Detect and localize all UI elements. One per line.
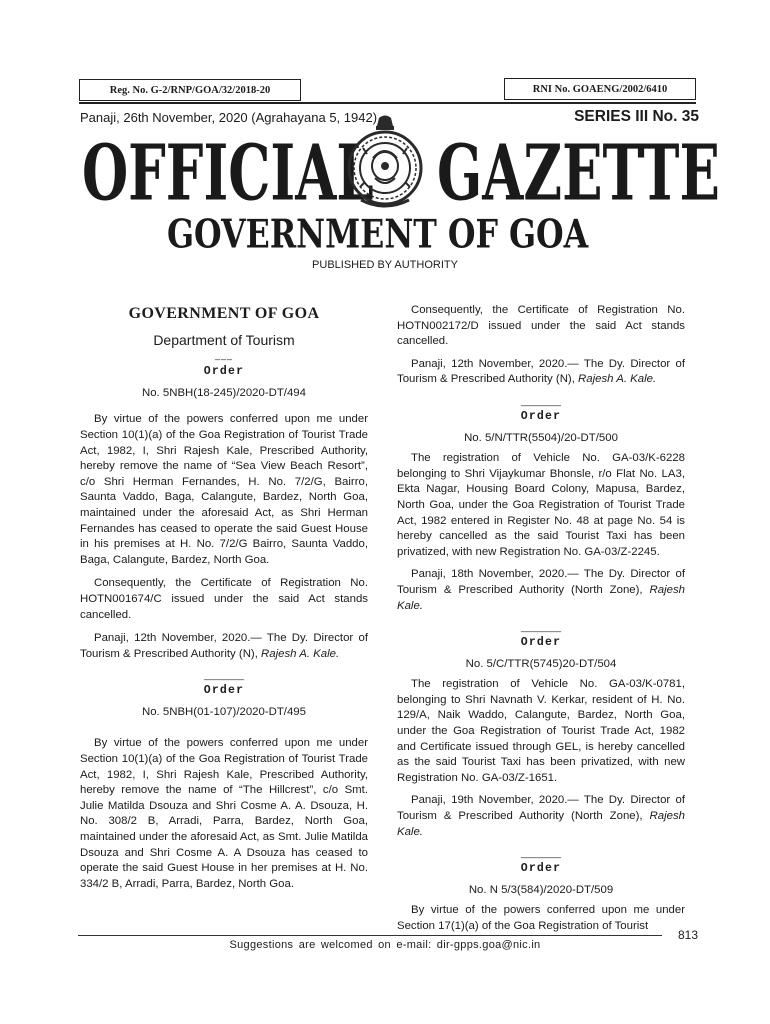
order-heading: Order	[520, 862, 562, 876]
footer-rule	[78, 935, 662, 936]
right-column	[397, 303, 685, 942]
order-body: By virtue of the powers conferred upon me under Section 17(1)(a) of the Goa Registration of Tourist	[397, 904, 685, 932]
signatory-name: Rajesh Kale.	[397, 583, 685, 612]
order-consequence: Consequently, the Certificate of Registration No. HOTN002172/D issued under the said Act stands cancelled.	[397, 304, 685, 348]
ashoka-emblem-icon	[343, 114, 427, 214]
order-number: No. 5/C/TTR(5745)20-DT/504	[465, 657, 617, 670]
signatory-name: Rajesh A. Kale.	[578, 373, 657, 386]
order-body: By virtue of the powers conferred upon me under Section 10(1)(a) of the Goa Registration of Tourist Trade Act, 1982, I, Shri Rajesh Kale, Prescribed Authority, hereby remove the name of “The Hillcrest”, c/o Smt. Julie Matilda Dsouza and Shri Cosme A. A. Dsouza, H. No. 308/2 B, Arradi, Parra, Bardez, North Goa, maintained under the aforesaid Act, as Smt. Julie Matilda Dsouza and Shri Cosme A. A Dsouza has ceased to operate the said Guest House in her premises at H. No. 334/2 B, Arradi, Parra, Bardez, North Goa.	[80, 737, 368, 890]
signatory-name: Rajesh Kale.	[397, 810, 685, 838]
order-number: No. 5NBH(18-245)/2020-DT/494	[142, 386, 306, 399]
left-column	[80, 303, 368, 899]
suggestion-footer: Suggestions are welcomed on e-mail: dir-gpps.goa@nic.in	[229, 939, 541, 951]
order-heading: Order	[203, 365, 245, 379]
signatory-name: Rajesh A. Kale.	[261, 647, 340, 660]
registration-number-box: Reg. No. G-2/RNP/GOA/32/2018-20	[79, 79, 301, 101]
signature-text: Panaji, 19th November, 2020.— The Dy. Director of Tourism & Prescribed Authority (North Zone),	[397, 794, 685, 823]
order-separator: ________	[520, 622, 562, 633]
signature-text: Panaji, 12th November, 2020.— The Dy. Director of Tourism & Prescribed Authority (N),	[80, 632, 368, 660]
page-number: 813	[677, 928, 698, 942]
order-consequence: Consequently, the Certificate of Registration No. HOTN001674/C issued under the said Act stands cancelled.	[80, 577, 368, 621]
order-number: No. 5NBH(01-107)/2020-DT/495	[142, 705, 306, 718]
order-heading: Order	[520, 636, 562, 650]
order-heading: Order	[203, 684, 245, 698]
order-body: The registration of Vehicle No. GA-03/K-6228 belonging to Shri Vijaykumar Bhonsle, r/o Flat No. LA3, Ekta Nagar, Housing Board Colony, Mapusa, Bardez, North Goa, under the Goa Registration of Tourist Trade Act, 1982 entered in Register No. 48 at page No. 54 is hereby cancelled as the said Tourist Taxi has been privatized, with new Registration No. GA-03/Z-2245.	[397, 452, 685, 558]
published-by-authority: PUBLISHED BY AUTHORITY	[312, 259, 458, 271]
order-number: No. 5/N/TTR(5504)/20-DT/500	[464, 431, 618, 444]
order-heading: Order	[520, 409, 562, 423]
government-heading: GOVERNMENT OF GOA	[128, 305, 320, 322]
order-separator: ________	[520, 395, 562, 406]
order-signature	[397, 357, 685, 388]
signature-text: Panaji, 18th November, 2020.— The Dy. Director of Tourism & Prescribed Authority (North Zone),	[397, 568, 685, 596]
series-number: SERIES III No. 35	[574, 108, 699, 125]
masthead-official: OFFICIAL	[82, 128, 374, 219]
rni-number-box: RNI No. GOAENG/2002/6410	[504, 78, 696, 100]
signature-text: Panaji, 12th November, 2020.— The Dy. Director of Tourism & Prescribed Authority (N),	[397, 357, 685, 386]
order-signature	[397, 567, 685, 614]
order-separator: ________	[520, 848, 562, 859]
order-signature	[80, 631, 368, 662]
order-body: By virtue of the powers conferred upon me under Section 10(1)(a) of the Goa Registration of Tourist Trade Act, 1982, I, Shri Rajesh Kale, Prescribed Authority, hereby remove the name of “Sea View Beach Resort”, c/o Shri Herman Fernandes, H. No. 7/2/G, Bairro, Saunta Vaddo, Baga, Calangute, Bardez, North Goa, maintained under the aforesaid Act, as Shri Herman Fernandes has ceased to operate the said Guest House in his premises at H. No. 7/2/G Bairro, Saunta Vaddo, Baga, Calangute, Bardez, North Goa.	[80, 413, 368, 566]
order-separator: ________	[203, 670, 245, 681]
masthead-gazette: GAZETTE	[437, 128, 720, 219]
department-name: Department of Tourism	[153, 331, 295, 348]
order-number: No. N 5/3(584)/2020-DT/509	[468, 883, 614, 896]
issue-date-line: Panaji, 26th November, 2020 (Agrahayana 5, 1942)	[80, 110, 378, 125]
header-rule	[79, 102, 696, 104]
order-body: The registration of Vehicle No. GA-03/K-0781, belonging to Shri Navnath V. Kerkar, resident of H. No. 129/A, Naik Waddo, Calangute, Bardez, North Goa, under the Goa Registration of Tourist Trade Act, 1982 and Certificate issued through GEL, is hereby cancelled as the said Tourist Taxi has been privatized, with new Registration No. GA-03/Z-1651.	[397, 678, 685, 784]
order-signature	[397, 793, 685, 840]
masthead-government-of-goa: GOVERNMENT OF GOA	[167, 211, 589, 258]
heading-dash: ___	[214, 350, 234, 361]
